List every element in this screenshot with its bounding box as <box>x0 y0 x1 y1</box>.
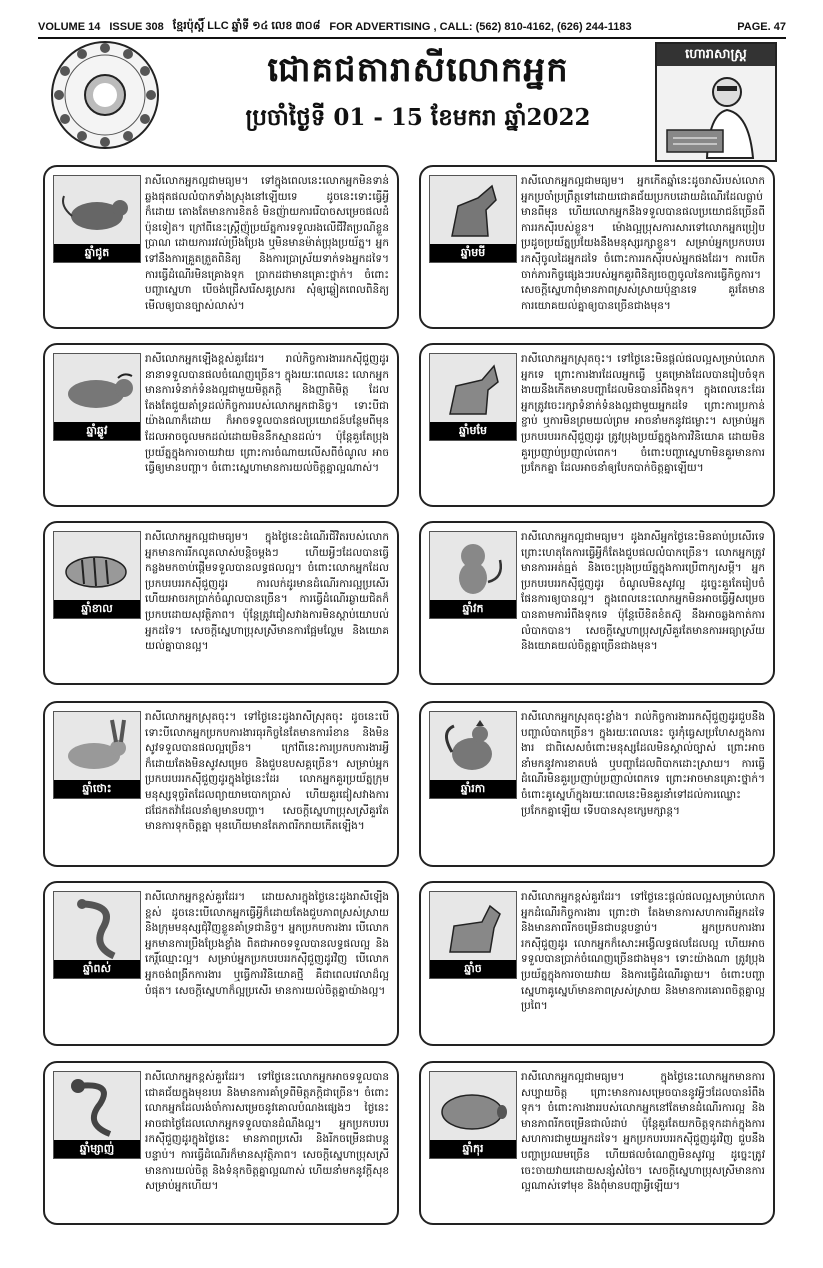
page-number: PAGE. 47 <box>737 21 786 33</box>
horoscope-card <box>419 521 775 685</box>
zodiac-image <box>429 1071 517 1159</box>
horoscope-card <box>43 1061 399 1225</box>
horoscope-text: រាសីលោកអ្នកខ្ពស់គួរដែរ។ ដោយសារក្នុងថ្ងៃនេះដូងរាសីឡើងខ្ពស់ ដូចនេះបើលោកអ្នកធ្វើអ្វីក៏ដោយតែងជួបភាពស្រស់ស្រាយ និងក្រុមមនុស្សជុំវិញខ្លួនគាំទ្រជានិច្ច។ អ្នកប្រកបការងារ បើលោកអ្នកមានការប្រឹងប្រែងខ្លាំង ពិតជាអាចទទួលបានលទ្ធផលល្អ និងកេរ្តិ៍ឈ្មោះល្អ។ សម្រាប់អ្នកប្រកបរបររកស៊ីជួញដូរវិញ បើលោកអ្នកចង់ពង្រីកការងារ ឬធ្វើការវិនិយោគថ្មី គឺជាពេលវេលាដ៏ល្អបំផុត។ សេចក្ដីស្នេហាក៏ល្អប្រសើរ មានការយល់ចិត្តគ្នាយ៉ាងល្អ។ <box>145 891 389 997</box>
horoscope-card <box>419 701 775 867</box>
zodiac-image <box>53 175 141 263</box>
zodiac-image <box>53 1071 141 1159</box>
issue-label: ISSUE 308 <box>109 21 164 33</box>
horoscope-text: រាសីលោកអ្នកឡើងខ្ពស់គួរដែរ។ រាល់កិច្ចការងាររកស៊ីជួញដូរនានាទទួលបានផលចំណេញច្រើន។ ក្នុងរយៈពេលនេះ លោកអ្នកមានការទំនាក់ទំនងល្អជាមួយមិត្តភក្ដិ និងញាតិមិត្ត ដែលតែងតែជួយគាំទ្រដល់កិច្ចការរបស់លោកអ្នកជានិច្ច។ ទោះបីជាយ៉ាងណាក៏ដោយ ក៏អាចទទួលបានផលប្រយោជន៍បន្ថែមពីមុន ដែលអាចចូលមកដល់ដោយមិននឹកស្មានដល់។ ប៉ុន្តែគួរតែប្រុងប្រយ័ត្នក្នុងការចាយវាយ ព្រោះការចំណាយលើសពីចំណូល អាចធ្វើឲ្យមានបញ្ហា។ ចំពោះស្នេហាមានការយល់ចិត្តគ្នាល្អណាស់។ <box>145 353 389 475</box>
page-header <box>38 19 786 35</box>
horoscope-card <box>43 521 399 685</box>
horoscope-text: រាសីលោកអ្នកល្អជាមធ្យម។ ដូងរាសីអ្នកថ្ងៃនេះមិនគាប់ប្រសើរទេ ព្រោះហេតុតែការធ្វើអ្វីក៏តែងជួបផលលំបាកច្រើន។ លោកអ្នកត្រូវមានការអត់ធ្មត់ និងចេះប្រុងប្រយ័ត្នក្នុងការប្រើពាក្យសម្ដី។ អ្នកប្រកបរបររកស៊ីជួញដូរ ចំណូលមិនសូវល្អ ដូច្នេះគួរតែរៀបចំផែនការឲ្យបានល្អ។ ក្នុងពេលនេះលោកអ្នកមិនអាចធ្វើអ្វីសម្រេចបានតាមការរំពឹងទុកទេ ប៉ុន្តែបើខិតខំតស៊ូ នឹងអាចឆ្លងកាត់ការលំបាកបាន។ សេចក្ដីស្នេហាប្រុសស្រីគួរតែមានការអធ្យាស្រ័យ និងយោគយល់ចិត្តគ្នាច្រើនជាងមុន។ <box>521 531 765 653</box>
horoscope-text: រាសីលោកអ្នកល្អជាមធ្យម។ អ្នកកើតឆ្នាំនេះដូចរាសីរបស់លោកអ្នកប្រចាំប្រព្រឹត្តទៅដោយជោគជ័យប្រកបដោយដំណើរដែលធ្លាប់មានពីមុន ហើយលោកអ្នកនឹងទទួលបានផលប្រយោជន៍ច្រើនពីការរកស៊ីរបស់ខ្លួន។ ម៉ោងល្អប្រុសការសារទៅលោកអ្នកប្រៀបប្រដូចប្រយ័ត្នប្រយែងនឹងមនុស្សរក្សាខ្លួន។ សម្រាប់អ្នកប្រកបរបររកស៊ីចូលដៃអ្នកដទៃ ចំពោះការរកស៊ីរបស់អ្នកផងដែរ។ ការបើកចាក់ភារកិច្ចផ្សេងៗរបស់អ្នកគួរពិនិត្យចេញចូលនៃការធ្វើកិច្ចការ។ សេចក្ដីស្នេហាពុំមានភាពស្រស់ស្រាយប៉ុន្មានទេ គួរតែមានការយោគយល់គ្នាឲ្យបានច្រើនជាងមុន។ <box>521 175 765 312</box>
goat-icon <box>430 354 516 424</box>
astrology-badge: ហោរាសាស្ត្រ <box>657 44 775 66</box>
zodiac-sign-label: ឆ្នាំថោះ <box>54 780 140 798</box>
horoscope-text: រាសីលោកអ្នកស្រុតចុះ។ ទៅថ្ងៃនេះមិនផ្ដល់ផលល្អសម្រាប់លោកអ្នកទេ ព្រោះការងារដែលអ្នកធ្វើ ឬគម្រោងដែលបានរៀបចំទុក ងាយនឹងកើតមានបញ្ហាដែលមិនបានរំពឹងទុក។ ក្នុងពេលនេះដែរ អ្នកត្រូវចេះរក្សាទំនាក់ទំនងល្អជាមួយអ្នកដទៃ ព្រោះការប្រកាន់ខ្ជាប់ ឬការមិនព្រមយល់ព្រម អាចនាំមកនូវជម្លោះ។ សម្រាប់អ្នកប្រកបរបររកស៊ីជួញដូរ ត្រូវប្រុងប្រយ័ត្នក្នុងការវិនិយោគ ដោយមិនគួរប្រញាប់ប្រញាល់ពេក។ ចំពោះបញ្ហាស្នេហាមិនគួរមានការប្រកែកគ្នា ដែលអាចនាំឲ្យបែកបាក់ចិត្តគ្នាឡើយ។ <box>521 353 765 475</box>
zodiac-image <box>53 891 141 979</box>
dragon-icon <box>54 1072 140 1142</box>
zodiac-sign-label: ឆ្នាំឆ្លូវ <box>54 422 140 440</box>
horoscope-text: រាសីលោកអ្នកស្រុតចុះខ្លាំង។ រាល់កិច្ចការងាររកស៊ីជួញដូរជួបនឹងបញ្ហាលំបាកច្រើន។ ក្នុងរយៈពេលនេះ ចូរកុំធ្វេសប្រហែសក្នុងការ ងារ ជាពិសេសចំពោះមនុស្សដែលមិនស្គាល់ច្បាស់ ព្រោះអាចនាំមកនូវការខាតបង់ ឬបញ្ហាដែលពិបាកដោះស្រាយ។ ការធ្វើដំណើរមិនគួរប្រញាប់ប្រញាល់ពេកទេ ព្រោះអាចមានគ្រោះថ្នាក់។ ចំពោះគូស្នេហ៍ក្នុងរយៈពេលនេះមិនគួរនាំទៅដល់ការឈ្លោះប្រកែកគ្នាឡើយ ទើបបានសុខក្សេមក្សាន្ត។ <box>521 711 765 817</box>
volume-label: VOLUME 14 <box>38 21 101 33</box>
zodiac-wheel-icon <box>50 40 160 150</box>
zodiac-sign-label: ឆ្នាំខាល <box>54 600 140 618</box>
ox-icon <box>54 354 140 424</box>
page-subtitle: ប្រចាំថ្ងៃទី 01 - 15 ខែមករា ឆ្នាំ2022 <box>245 104 591 131</box>
zodiac-sign-label: ឆ្នាំមមែ <box>430 422 516 440</box>
horoscope-card <box>43 701 399 867</box>
zodiac-sign-label: ឆ្នាំពស់ <box>54 960 140 978</box>
pig-icon <box>430 1072 516 1142</box>
horoscope-card <box>43 343 399 507</box>
dog-icon <box>430 892 516 962</box>
horoscope-text: រាសីលោកអ្នកខ្ពស់គួរដែរ។ ទៅថ្ងៃនេះលោកអ្នកអាចទទួលបានជោគជ័យក្នុងមុខរបរ និងមានការគាំទ្រពីមិត្តភក្ដិជាច្រើន។ ចំពោះលោកអ្នកដែលរង់ចាំការសម្រេចនូវគោលបំណងផ្សេងៗ ថ្ងៃនេះអាចជាថ្ងៃដែលលោកអ្នកទទួលបានដំណឹងល្អ។ អ្នកប្រកបរបររកស៊ីជួញដូរក្នុងថ្ងៃនេះ មានភាពប្រសើរ និងរីកចម្រើនជាបន្តបន្ទាប់។ ការធ្វើដំណើរក៏មានសុវត្ថិភាព។ សេចក្ដីស្នេហាប្រុសស្រីមានការយល់ចិត្ត និងទំនុកចិត្តគ្នាល្អណាស់ ហើយនាំមកនូវក្ដីសុខសម្រាប់អ្នកហើយ។ <box>145 1071 389 1193</box>
horoscope-text: រាសីលោកអ្នកល្អជាមធ្យម។ ក្នុងថ្ងៃនេះដំណើរជីវិតរបស់លោកអ្នកមានការរីកលូតលាស់បន្តិចម្ដងៗ ហើយអ្វីៗដែលបានធ្វើកន្លងមកចាប់ផ្ដើមទទួលបានលទ្ធផលល្អ។ ចំពោះលោកអ្នកដែលប្រកបរបររកស៊ីជួញដូរ ការលក់ដូរមានដំណើរការល្អប្រសើរ ហើយអាចរកប្រាក់ចំណូលបានច្រើន។ ការធ្វើដំណើរឆ្ងាយជិតក៏ប្រកបដោយសុវត្ថិភាព។ ប៉ុន្តែត្រូវជៀសវាងការមិនស្ដាប់យោបល់អ្នកដទៃ។ សេចក្ដីស្នេហាប្រុសស្រីមានការផ្អែមល្ហែម និងយោគយល់គ្នាបានល្អ។ <box>145 531 389 653</box>
zodiac-image <box>429 891 517 979</box>
zodiac-image <box>429 175 517 263</box>
zodiac-image <box>53 711 141 799</box>
horoscope-text: រាសីលោកអ្នកខ្ពស់គួរដែរ។ ទៅថ្ងៃនេះផ្ដល់ផលល្អសម្រាប់លោកអ្នកដំណើរកិច្ចការងារ ព្រោះថា តែងមានការសហការពីអ្នកដទៃ និងមានភាពរីកចម្រើនជាបន្តបន្ទាប់។ អ្នកប្រកបការងារ រកស៊ីជួញដូរ លោកអ្នកក៏សោះអង្វើលទ្ធផលដែលល្អ ហើយអាចទទួលបានប្រាក់ចំណេញច្រើនជាងមុន។ ទោះយ៉ាងណា ត្រូវប្រុងប្រយ័ត្នក្នុងការចាយវាយ និងការធ្វើដំណើរឆ្ងាយ។ ចំពោះបញ្ហាស្នេហាគូស្នេហ៍មានភាពស្រស់ស្រាយ និងមានការគោរពចិត្តគ្នាល្អប្រពៃ។ <box>521 891 765 1013</box>
horoscope-card <box>419 1061 775 1225</box>
header-rule <box>38 37 786 39</box>
zodiac-image <box>429 353 517 441</box>
snake-icon <box>54 892 140 962</box>
horoscope-card <box>419 343 775 507</box>
zodiac-sign-label: ឆ្នាំម្សាញ់ <box>54 1140 140 1158</box>
tiger-icon <box>54 532 140 602</box>
horoscope-card <box>43 165 399 329</box>
zodiac-image <box>429 531 517 619</box>
horoscope-card <box>419 165 775 329</box>
masthead-label: ខ្មែរប៉ុស្ដិ៍ LLC ឆ្នាំទី ១៤ លេខ ៣០៨ <box>172 20 321 32</box>
zodiac-image <box>53 531 141 619</box>
rabbit-icon <box>54 712 140 782</box>
horse-icon <box>430 176 516 246</box>
horoscope-card <box>43 881 399 1046</box>
zodiac-sign-label: ឆ្នាំរកា <box>430 780 516 798</box>
rat-icon <box>54 176 140 246</box>
horoscope-text: រាសីលោកអ្នកស្រុតចុះ។ ទៅថ្ងៃនេះដូងរាសីស្រុតចុះ ដូចនេះបើទោះបីលោកអ្នកប្រកបការងារធុរកិច្ចនៃតែមានការរំខាន និងមិនសូវទទួលបានផលល្អច្រើន។ ក្រៅពីនេះការប្រកបការងារអ្វីក៏ដោយតែងមិនសូវសម្រេច និងជួបឧបសគ្គច្រើន។ សម្រាប់អ្នកប្រកបរបររកស៊ីជួញដូរក្នុងថ្ងៃនេះដែរ លោកអ្នកគួរប្រយ័ត្នក្រុមមនុស្សទុច្ចរិតដែលព្យាយាមបោកប្រាស់ ហើយគួរជៀសវាងការជជែកតវ៉ាដែលនាំឲ្យមានបញ្ហា។ សេចក្ដីស្នេហាប្រុសស្រីគួរតែមានការទុកចិត្តគ្នា មុនហើយមានតែភាពរីករាយកើតឡើង។ <box>145 711 389 833</box>
zodiac-sign-label: ឆ្នាំមមី <box>430 244 516 262</box>
advertising-label: FOR ADVERTISING , CALL: (562) 810-4162, (626) 244-1183 <box>329 21 632 33</box>
zodiac-sign-label: ឆ្នាំជូត <box>54 244 140 262</box>
newspaper-page <box>38 0 786 1268</box>
horoscope-text: រាសីលោកអ្នកល្អជាមធ្យម។ ទៅក្នុងពេលនេះលោកអ្នកមិនទាន់ឆ្លងផុតផលលំបាកទាំងស្រុងនៅឡើយទេ ដូចនេះទោះធ្វើអ្វីក៏ដោយ តោងតែមានការខិតខំ មិនញ៉ាយការរើបាចសម្រេចផលដំប៉ុនទៀត។ ក្រៅពីនេះស្ត្រីញ៉ុប្រយ័ត្នការទទួលរងលើជីវិតប្រណីខ្លួនប្រាណ ដោយការរវល់ប្រឹងប្រែង ឬមិនមានម៉ាត់ប្រុងប្រយ័ត្ន។ អ្នកទៅនឹងការគ្រួតត្រួតពិនិត្យ និងការប្រាស្រ័យទាក់ទងអ្នកដទៃ។ ការធ្វើដំណើរមិនគ្រោងទុក ប្រាកដជាមានគ្រោះថ្នាក់។ ចំពោះបញ្ហាស្នេហា បើចង់ជ្រើសរើសគូស្រករ សុំឲ្យឆ្លៀតពេលពិនិត្យមើលឲ្យបានច្បាស់លាស់។ <box>145 175 389 312</box>
astrologer-icon <box>657 66 775 160</box>
horoscope-card <box>419 881 775 1046</box>
zodiac-sign-label: ឆ្នាំវក <box>430 600 516 618</box>
zodiac-image <box>429 711 517 799</box>
page-title: ជោគជតារាសីលោកអ្នក <box>267 50 569 90</box>
rooster-icon <box>430 712 516 782</box>
zodiac-sign-label: ឆ្នាំច <box>430 960 516 978</box>
zodiac-sign-label: ឆ្នាំកុរ <box>430 1140 516 1158</box>
astrologer-illustration <box>655 42 777 162</box>
zodiac-image <box>53 353 141 441</box>
horoscope-text: រាសីលោកអ្នកល្អជាមធ្យម។ ក្នុងថ្ងៃនេះលោកអ្នកមានការសប្បាយចិត្ត ព្រោះមានការសម្រេចបាននូវអ្វីៗដែលបានរំពឹងទុក។ ចំពោះការងាររបស់លោកអ្នកនៅតែមានដំណើរការល្អ និងមានភាពរីកចម្រើនជាលំដាប់ ប៉ុន្តែគួរតែយកចិត្តទុកដាក់ក្នុងការសហការជាមួយអ្នកដទៃ។ អ្នកប្រកបរបររកស៊ីជួញដូរវិញ ជួបនឹងបញ្ហាប្រឈមច្រើន ហើយផលចំណេញមិនសូវល្អ ដូច្នេះត្រូវចេះចាយវាយដោយសន្សំសំចៃ។ សេចក្ដីស្នេហាប្រុសស្រីមានការល្អណាស់ទៅមុខ និងពុំមានបញ្ហាអ្វីឡើយ។ <box>521 1071 765 1193</box>
monkey-icon <box>430 532 516 602</box>
